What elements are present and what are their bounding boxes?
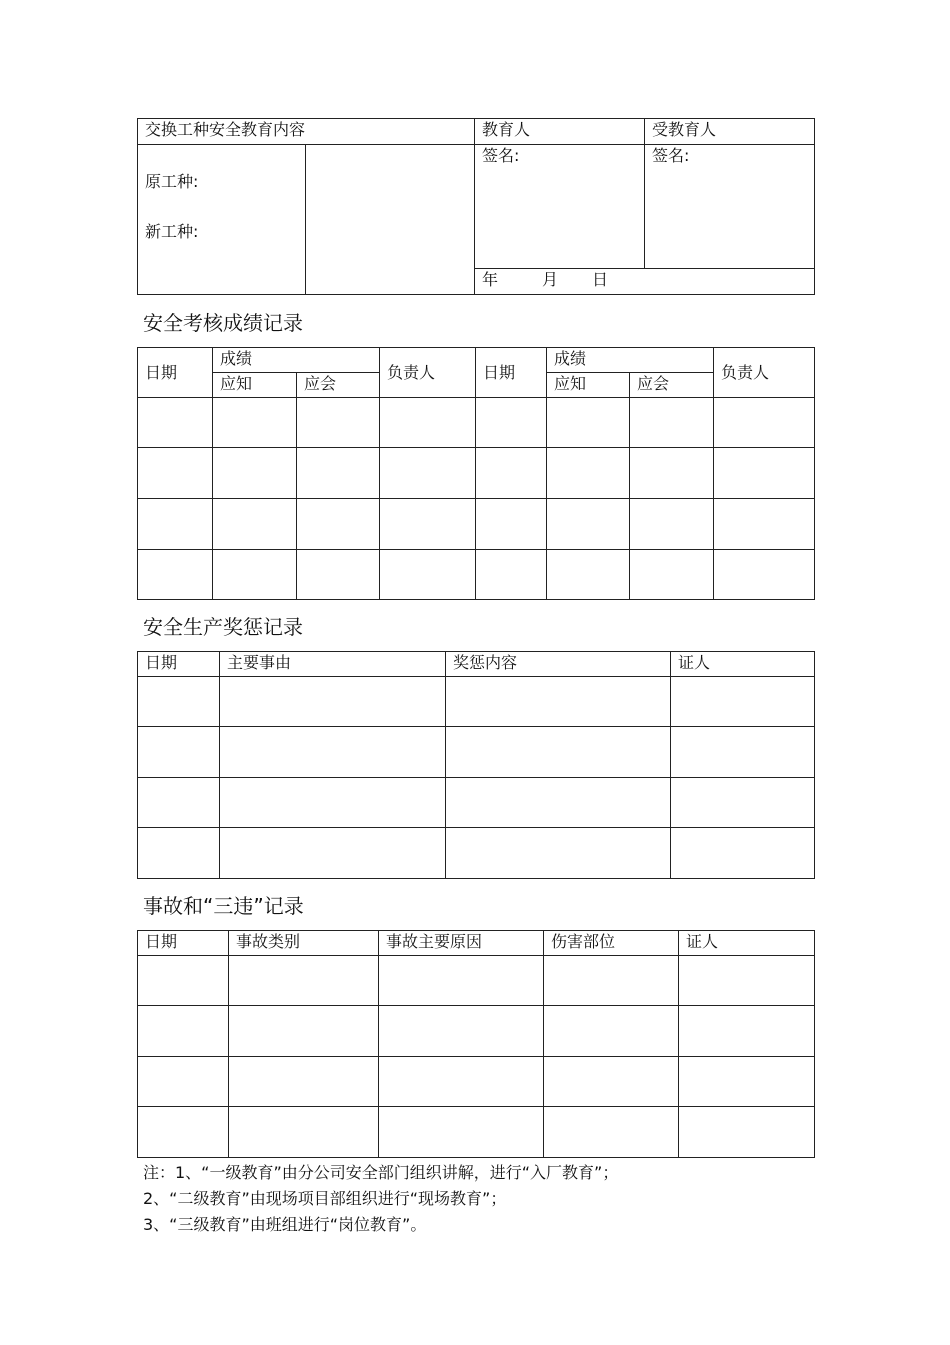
table-row: [138, 727, 815, 778]
table-cell[interactable]: [679, 1107, 815, 1158]
assessment-person-header: 负责人: [380, 348, 476, 398]
table-row: [138, 398, 815, 448]
table-cell[interactable]: [220, 677, 446, 727]
accident-cause-header: 事故主要原因: [379, 931, 544, 956]
table-cell[interactable]: [379, 956, 544, 1006]
table-cell[interactable]: [138, 398, 213, 448]
assessment-title: 安全考核成绩记录: [143, 311, 303, 335]
table-cell[interactable]: [714, 550, 815, 600]
table-cell[interactable]: [380, 398, 476, 448]
table-row: [138, 828, 815, 879]
table-cell[interactable]: [630, 398, 714, 448]
table-row: [138, 778, 815, 828]
work-type-cell: [138, 145, 306, 295]
table-cell[interactable]: [138, 1006, 229, 1057]
table-cell[interactable]: [229, 1107, 379, 1158]
table-cell[interactable]: [138, 828, 220, 879]
table-cell[interactable]: [138, 778, 220, 828]
table-cell[interactable]: [138, 550, 213, 600]
table-cell[interactable]: [213, 448, 297, 499]
table-row: [138, 956, 815, 1006]
assessment-can-header: 应会: [297, 373, 380, 398]
table-row: [138, 550, 815, 600]
table-cell[interactable]: [213, 550, 297, 600]
reward-table: [137, 651, 815, 879]
trainee-sign-label: 签名:: [652, 146, 690, 165]
table-cell[interactable]: [229, 1057, 379, 1107]
table-cell[interactable]: [229, 1006, 379, 1057]
table-cell[interactable]: [671, 677, 815, 727]
table-cell[interactable]: [630, 499, 714, 550]
accident-table: [137, 930, 815, 1158]
reward-reason-header: 主要事由: [220, 652, 446, 677]
education-content-cell[interactable]: [306, 145, 475, 295]
table-cell[interactable]: [138, 956, 229, 1006]
day-label: 日: [592, 270, 609, 289]
table-cell[interactable]: [138, 1107, 229, 1158]
table-row: [138, 448, 815, 499]
assessment-person-header-2: 负责人: [714, 348, 815, 398]
table-cell[interactable]: [671, 727, 815, 778]
table-cell[interactable]: [379, 1057, 544, 1107]
accident-witness-header: 证人: [679, 931, 815, 956]
assessment-score-header: 成绩: [213, 348, 380, 373]
reward-date-header: 日期: [138, 652, 220, 677]
table-cell[interactable]: [476, 448, 547, 499]
table-cell[interactable]: [544, 1006, 679, 1057]
table-cell[interactable]: [671, 778, 815, 828]
educator-header: 教育人: [475, 119, 645, 145]
table-cell[interactable]: [671, 828, 815, 879]
year-label: 年: [482, 270, 499, 289]
accident-type-header: 事故类别: [229, 931, 379, 956]
month-label: 月: [542, 270, 559, 289]
table-cell[interactable]: [630, 448, 714, 499]
table-cell[interactable]: [679, 1057, 815, 1107]
table-cell[interactable]: [380, 550, 476, 600]
accident-date-header: 日期: [138, 931, 229, 956]
table-row: [138, 1107, 815, 1158]
note-line-2: 2、“二级教育”由现场项目部组织进行“现场教育”；: [143, 1189, 507, 1208]
table-cell[interactable]: [220, 828, 446, 879]
table-cell[interactable]: [138, 448, 213, 499]
table-row: [138, 499, 815, 550]
table-row: [138, 1006, 815, 1057]
new-work-type-label: 新工种:: [145, 222, 199, 241]
table-cell[interactable]: [380, 448, 476, 499]
note-line-1: 注：1、“一级教育”由分公司安全部门组织讲解，进行“入厂教育”；: [143, 1163, 619, 1182]
table-cell[interactable]: [446, 677, 671, 727]
table-cell[interactable]: [138, 499, 213, 550]
table-row: [138, 677, 815, 727]
trainee-sign-cell[interactable]: [645, 145, 815, 269]
table-cell[interactable]: [379, 1006, 544, 1057]
table-cell[interactable]: [213, 398, 297, 448]
table-cell[interactable]: [544, 956, 679, 1006]
table-cell[interactable]: [138, 677, 220, 727]
assessment-know-header: 应知: [213, 373, 297, 398]
trainee-header: 受教育人: [645, 119, 815, 145]
table-cell[interactable]: [297, 448, 380, 499]
table-cell[interactable]: [714, 398, 815, 448]
reward-witness-header: 证人: [671, 652, 815, 677]
reward-content-header: 奖惩内容: [446, 652, 671, 677]
table-cell[interactable]: [446, 727, 671, 778]
table-cell[interactable]: [630, 550, 714, 600]
reward-title: 安全生产奖惩记录: [143, 615, 303, 639]
table-cell[interactable]: [547, 499, 630, 550]
assessment-know-header-2: 应知: [547, 373, 630, 398]
table-cell[interactable]: [714, 448, 815, 499]
table-cell[interactable]: [213, 499, 297, 550]
assessment-can-header-2: 应会: [630, 373, 714, 398]
accident-title: 事故和“三违”记录: [143, 894, 304, 918]
table-cell[interactable]: [380, 499, 476, 550]
table-cell[interactable]: [714, 499, 815, 550]
educator-sign-label: 签名:: [482, 146, 520, 165]
note-line-3: 3、“三级教育”由班组进行“岗位教育”。: [143, 1215, 427, 1234]
educator-sign-cell[interactable]: [475, 145, 645, 269]
assessment-date-header-2: 日期: [476, 348, 547, 398]
assessment-score-header-2: 成绩: [547, 348, 714, 373]
table-cell[interactable]: [476, 398, 547, 448]
table-cell[interactable]: [446, 828, 671, 879]
table-cell[interactable]: [229, 956, 379, 1006]
table-row: [138, 1057, 815, 1107]
table-cell[interactable]: [547, 448, 630, 499]
table-cell[interactable]: [297, 499, 380, 550]
table-cell[interactable]: [476, 499, 547, 550]
table-cell[interactable]: [544, 1107, 679, 1158]
table-cell[interactable]: [476, 550, 547, 600]
table-cell[interactable]: [446, 778, 671, 828]
table-cell[interactable]: [547, 550, 630, 600]
assessment-table: [137, 347, 815, 600]
original-work-type-label: 原工种:: [145, 172, 199, 191]
assessment-date-header: 日期: [138, 348, 213, 398]
table-cell[interactable]: [297, 398, 380, 448]
table-cell[interactable]: [220, 778, 446, 828]
table-cell[interactable]: [379, 1107, 544, 1158]
table-cell[interactable]: [679, 956, 815, 1006]
table-cell[interactable]: [138, 1057, 229, 1107]
exchange-header: 交换工种安全教育内容: [138, 119, 475, 145]
table-cell[interactable]: [547, 398, 630, 448]
accident-injury-header: 伤害部位: [544, 931, 679, 956]
date-cell[interactable]: [475, 269, 815, 295]
table-cell[interactable]: [544, 1057, 679, 1107]
table-cell[interactable]: [297, 550, 380, 600]
exchange-education-table: [137, 118, 815, 295]
table-cell[interactable]: [138, 727, 220, 778]
table-cell[interactable]: [679, 1006, 815, 1057]
table-cell[interactable]: [220, 727, 446, 778]
